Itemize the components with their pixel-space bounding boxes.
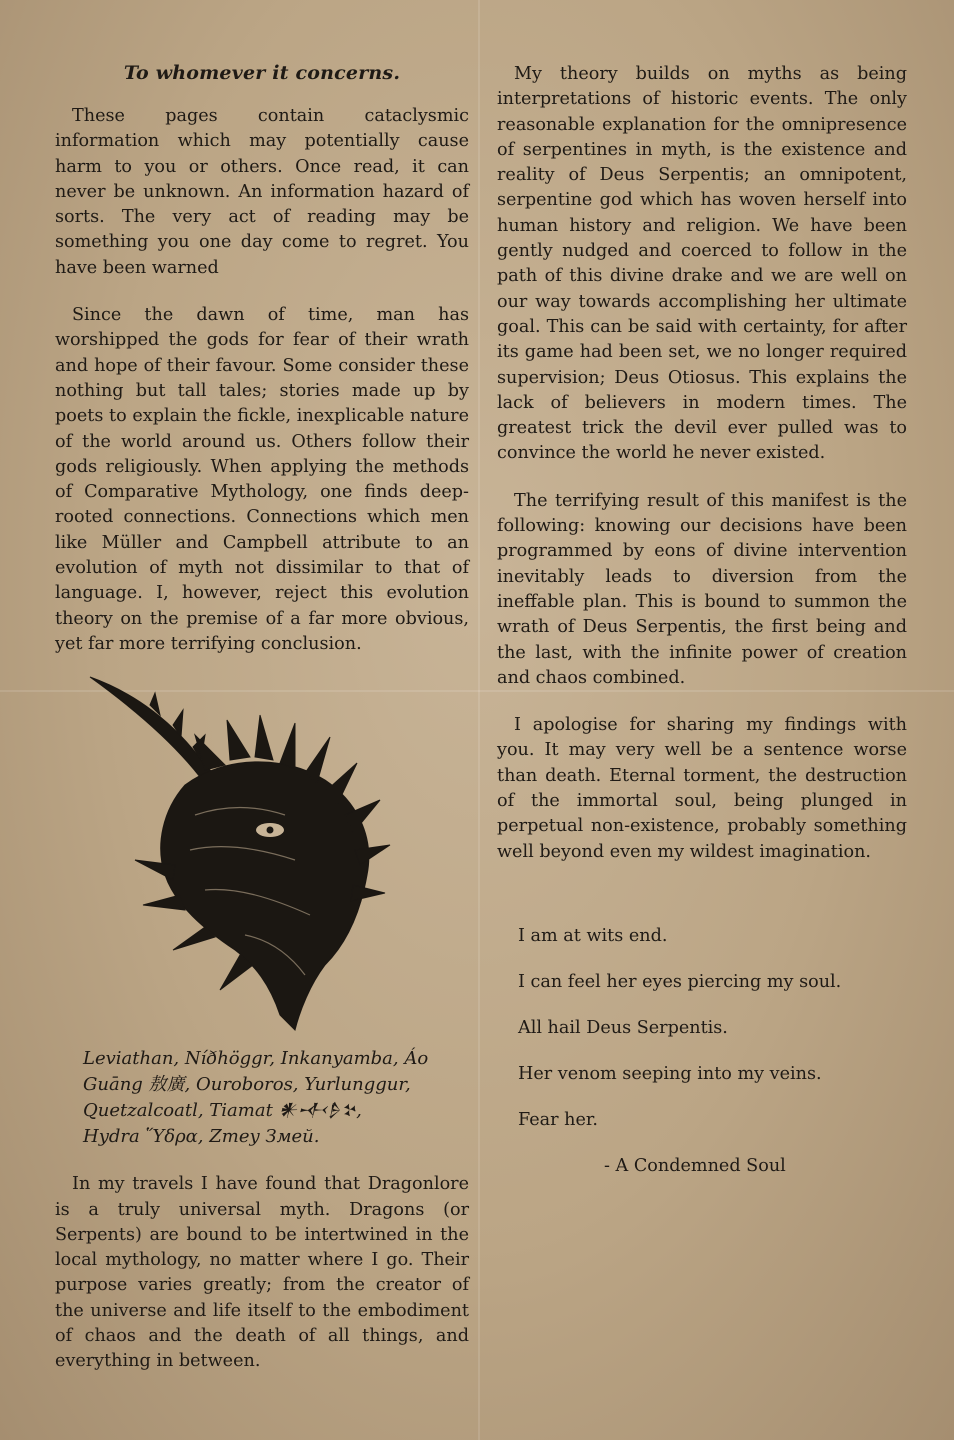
paragraph-dragonlore: In my travels I have found that Dragonlore is a truly universal myth. Dragons (or Serpents) are bound to be intertwined in the local mythology, no matter where I go. Their purpose varies greatly; from the creator of the universe and life itself to the embodiment of chaos and the death of all things, and everything in between.	[55, 1174, 469, 1372]
closing-lines	[497, 923, 907, 1179]
dragon-names-line: Leviathan, Níðhöggr, Inkanyamba, Áo	[83, 1048, 429, 1070]
closing-line: I am at wits end.	[518, 925, 668, 946]
paragraph-result: The terrifying result of this manifest is the following: knowing our decisions have been programmed by eons of divine intervention inevitably leads to diversion from the ineffable plan. This is bound to summon the wrath of Deus Serpentis, the first being and the last, with the infinite power of creation and chaos combined.	[497, 490, 907, 688]
dragon-names-line: Hydra Ὕδρα, Zmey Змей.	[83, 1126, 320, 1148]
dragon-names-line: Quetzalcoatl, Tiamat 𒀭𒋾𒊩𒆳,	[83, 1100, 362, 1122]
paragraph-worship: Since the dawn of time, man has worshipped the gods for fear of their wrath and hope of their favour. Some consider these nothing but tall tales; stories made up by poets to explain the fickle, inexplicable nature of the world around us. Others follow their gods religiously. When applying the methods of Comparative Mythology, one finds deep-rooted connections. Connections which men like Müller and Campbell attribute to an evolution of myth not dissimilar to that of language. I, however, reject this evolution theory on the premise of a far more obvious, yet far more terrifying conclusion.	[55, 305, 469, 654]
closing-line: All hail Deus Serpentis.	[518, 1017, 728, 1038]
signature: - A Condemned Soul	[604, 1155, 786, 1176]
dragon-illustration	[55, 665, 469, 1040]
dragon-names-list	[83, 1046, 469, 1150]
paragraph-theory: My theory builds on myths as being interpretations of historic events. The only reasonable explanation for the omnipresence of serpentines in myth, is the existence and reality of Deus Serpentis; an omnipotent, serpentine god which has woven herself into human history and religion. We have been gently nudged and coerced to follow in the path of this divine drake and we are well on our way towards accomplishing her ultimate goal. This can be said with certainty, for after its game had been set, we no longer required supervision; Deus Otiosus. This explains the lack of believers in modern times. The greatest trick the devil ever pulled was to convince the world he never existed.	[497, 64, 907, 464]
salutation: To whomever it concerns.	[123, 62, 401, 84]
closing-line: I can feel her eyes piercing my soul.	[518, 971, 842, 992]
right-column	[497, 62, 907, 1199]
dragon-head-icon	[55, 665, 469, 1040]
closing-line: Fear her.	[518, 1109, 598, 1130]
paragraph-apology: I apologise for sharing my findings with you. It may very well be a sentence worse than death. Eternal torment, the destruction of the immortal soul, being plunged in perpetual non-existence, probably something well beyond even my wildest imagination.	[497, 715, 907, 862]
dragon-names-line: Guāng 敖廣, Ouroboros, Yurlunggur,	[83, 1074, 411, 1096]
paper-crease	[478, 0, 480, 1440]
closing-line: Her venom seeping into my veins.	[518, 1063, 822, 1084]
left-column	[55, 62, 469, 1375]
paragraph-warning: These pages contain cataclysmic information which may potentially cause harm to you or others. Once read, it can never be unknown. An information hazard of sorts. The very act of reading may be something you one day come to regret. You have been warned	[55, 106, 469, 278]
